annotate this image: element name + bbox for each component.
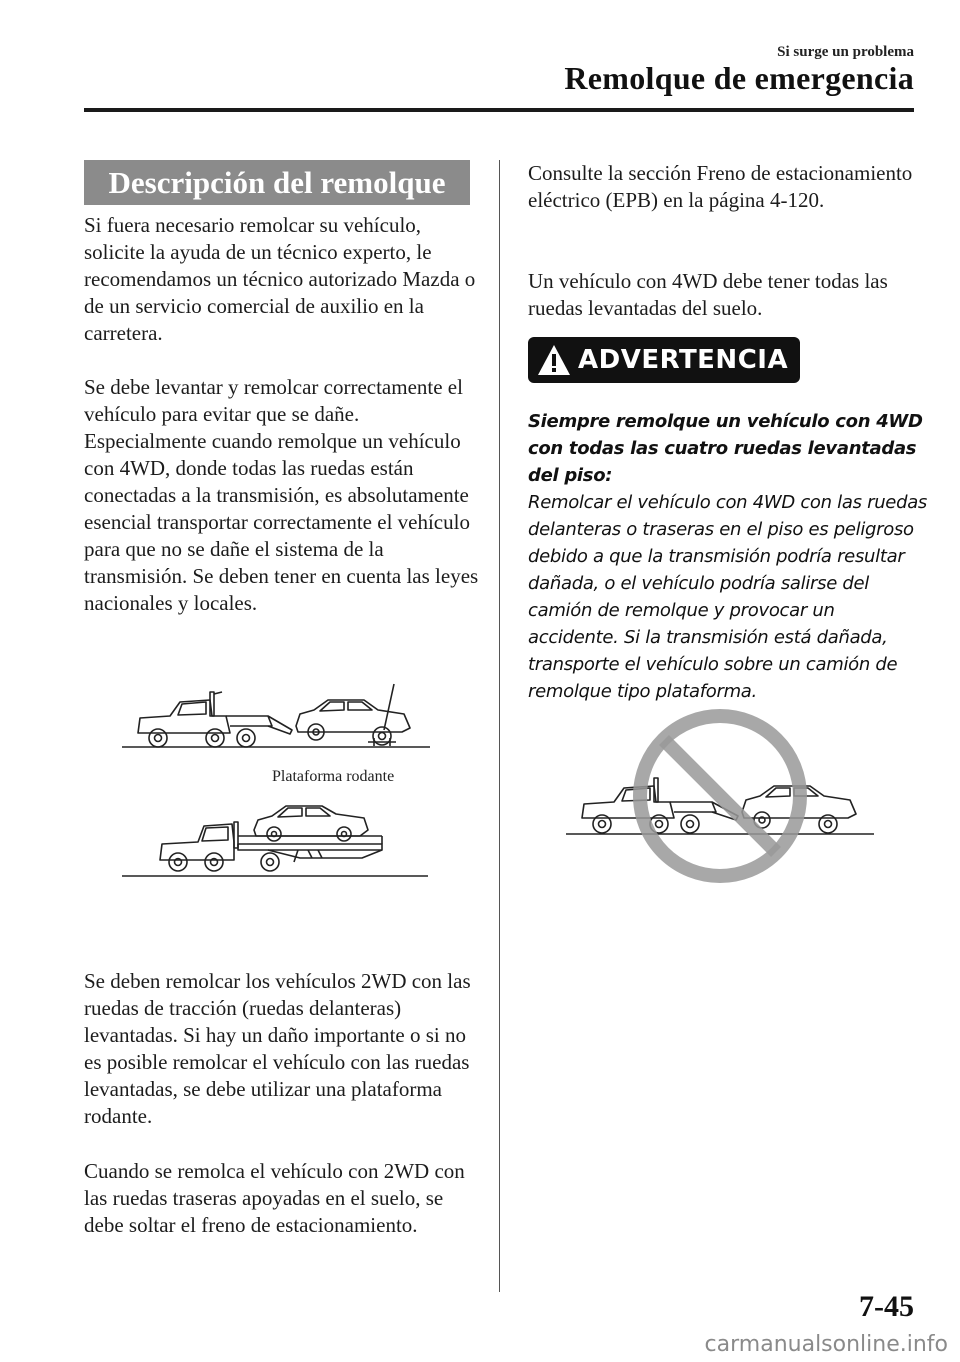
dolly-label: Plataforma rodante — [272, 768, 395, 785]
intro-paragraph: Si fuera necesario remolcar su vehículo, solicite la ayuda de un técnico experto, le recomendamos un técnico autorizado Mazda o de un servicio comercial de auxilio en la carretera. — [84, 213, 476, 345]
header-divider — [84, 108, 914, 112]
parking-brake-paragraph: Cuando se remolca el vehículo con 2WD con las ruedas traseras apoyadas en el suelo, se debe soltar el freno de estacionamiento. — [84, 1159, 465, 1237]
section-heading: Descripción del remolque — [84, 160, 470, 205]
chapter-title: Si surge un problema — [777, 44, 914, 60]
lifting-paragraph: Se debe levantar y remolcar correctamente el vehículo para evitar que se dañe. Especialmente cuando remolque un vehículo con 4WD, donde todas las ruedas están conectadas a la transmisión, es absolutamente esencial transportar correctamente el vehículo para que no se dañe el sistema de la transmisión. Se deben tener en cuenta las leyes nacionales y locales. — [84, 375, 479, 615]
epb-reference-paragraph: Consulte la sección Freno de estacionamiento eléctrico (EPB) en la página 4-120. — [528, 161, 913, 212]
page-number: 7-45 — [859, 1290, 914, 1323]
warning-label: ADVERTENCIA — [578, 345, 789, 375]
prohibited-towing-illustration — [562, 708, 878, 888]
page-title: Remolque de emergencia — [564, 60, 914, 96]
warning-text — [528, 408, 928, 705]
warning-lead: Siempre remolque un vehículo con 4WD con todas las cuatro ruedas levantadas del piso: — [528, 411, 923, 486]
watermark-text: carmanualsonline.info — [704, 1332, 948, 1357]
warning-badge — [528, 337, 800, 383]
2wd-paragraph: Se deben remolcar los vehículos 2WD con las ruedas de tracción (ruedas delanteras) levantadas. Si hay un daño importante o si no es posible remolcar el vehículo con las ruedas levantadas, se debe utilizar una plataforma rodante. — [84, 969, 471, 1128]
warning-triangle-icon — [536, 343, 572, 377]
column-divider — [499, 160, 500, 1292]
4wd-paragraph: Un vehículo con 4WD debe tener todas las ruedas levantadas del suelo. — [528, 269, 888, 320]
warning-body: Remolcar el vehículo con 4WD con las ruedas delanteras o traseras en el piso es peligroso debido a que la transmisión podría resultar dañada, o el vehículo podría salirse del camión de remolque y provocar un accidente. Si la transmisión está dañada, transporte el vehículo sobre un camión de remolque tipo plataforma. — [528, 492, 928, 702]
flatbed-truck-illustration — [118, 800, 438, 880]
